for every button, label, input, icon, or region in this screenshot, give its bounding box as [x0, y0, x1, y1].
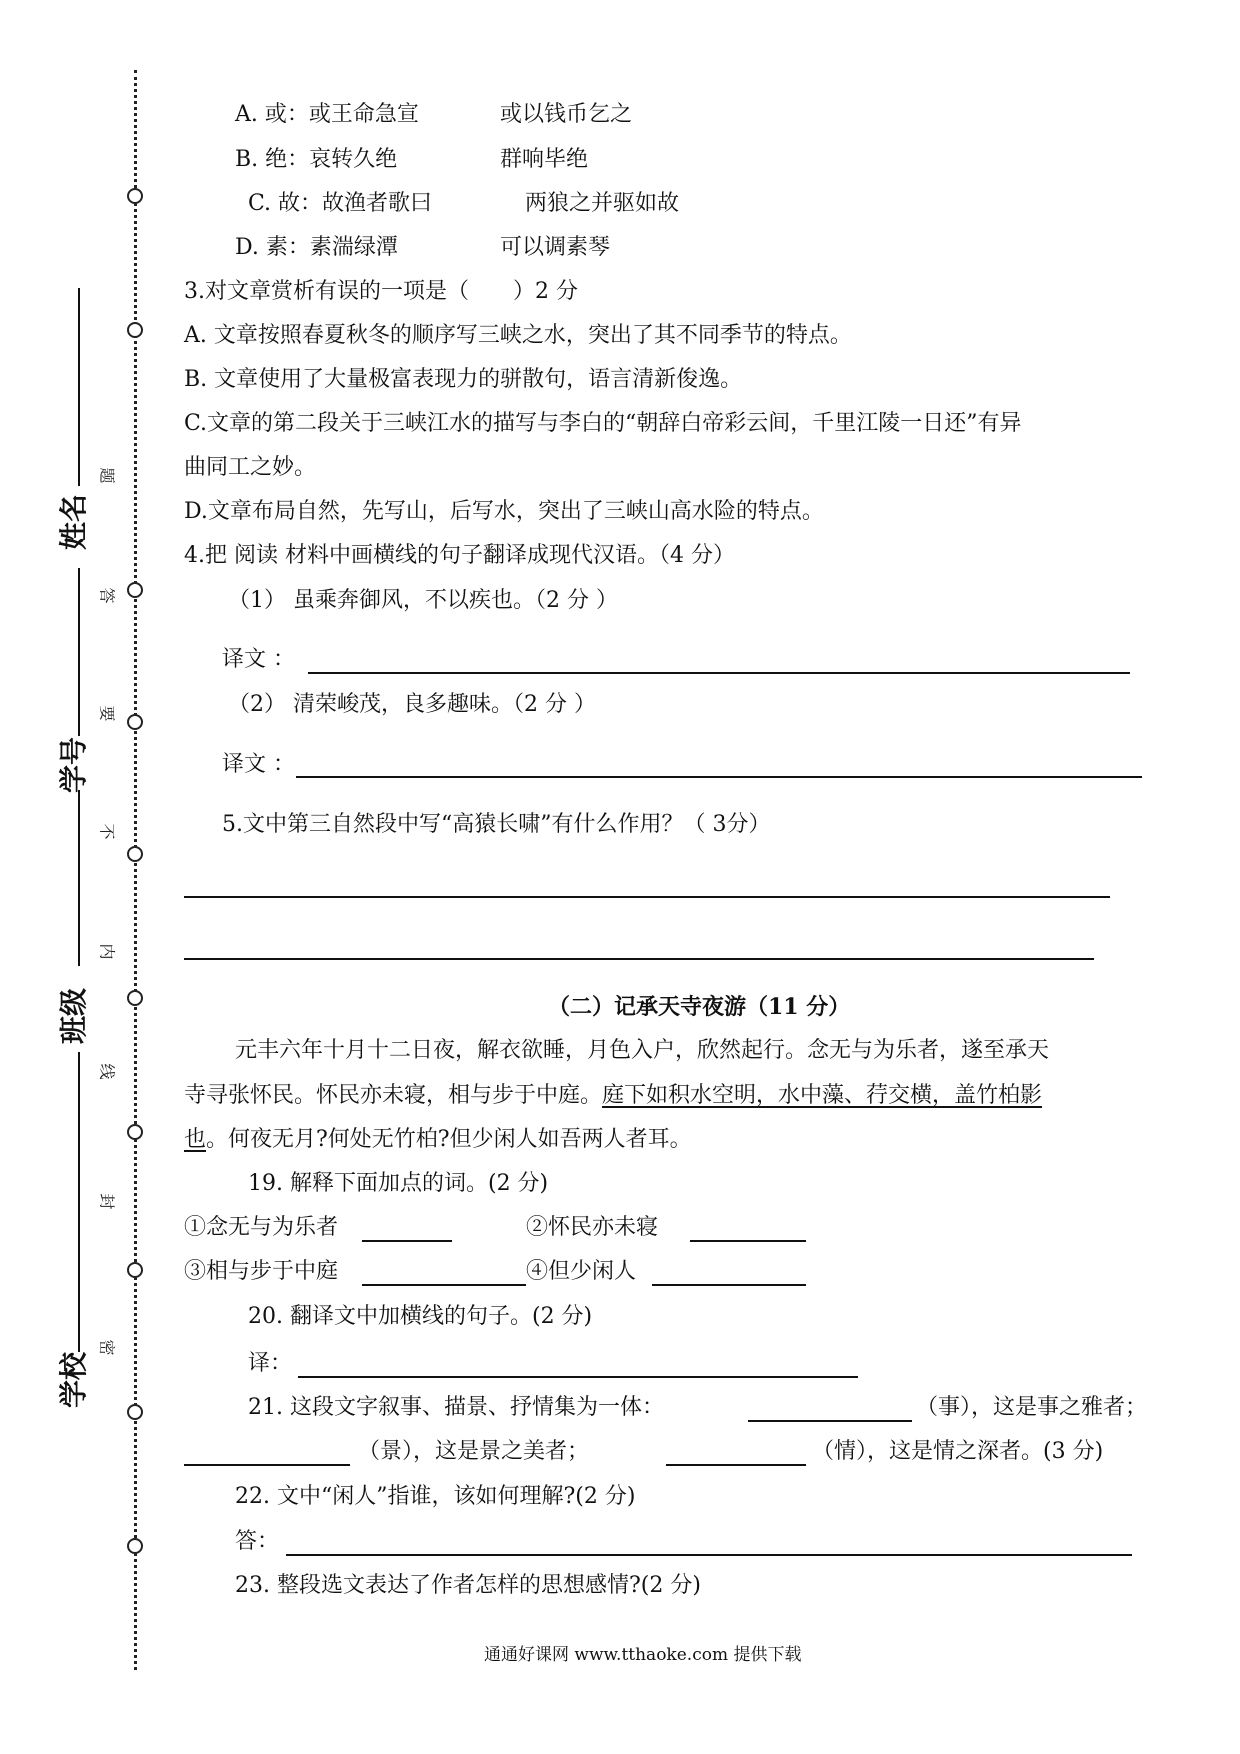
q19-item-2: ②怀民亦未寝 [526, 1215, 659, 1240]
name-label: 姓名 [57, 493, 91, 551]
q19-stem: 19. 解释下面加点的词。(2 分) [248, 1171, 549, 1196]
q3-option-a: A. 文章按照春夏秋冬的顺序写三峡之水，突出了其不同季节的特点。 [184, 323, 852, 348]
q4-sentence-2: （2） 清荣峻茂，良多趣味。（2 分 ） [228, 692, 596, 717]
hole-marker [127, 1262, 143, 1278]
q19-item-1: ①念无与为乐者 [184, 1215, 339, 1240]
number-blank-line [78, 568, 80, 736]
passage-line-3: 也。何夜无月?何处无竹柏?但少闲人如吾两人者耳。 [184, 1127, 692, 1152]
section-2-title: （二）记承天寺夜游（11 分） [548, 994, 851, 1020]
q21-blank-event[interactable] [748, 1420, 912, 1422]
hole-marker [127, 1124, 143, 1140]
seal-char: 要 [97, 705, 117, 722]
q3-stem: 3.对文章赏析有误的一项是（ ）2 分 [184, 279, 578, 304]
q3-option-c-line1: C.文章的第二段关于三峡江水的描写与李白的“朝辞白帝彩云间，千里江陵一日还”有异 [184, 411, 1022, 436]
seal-char: 内 [97, 943, 117, 960]
q21-line-1: 21. 这段文字叙事、描景、抒情集为一体： [248, 1395, 664, 1420]
q22-answer-line[interactable] [286, 1554, 1132, 1556]
q4-translation-1-label: 译文 ： [222, 647, 295, 672]
passage-line-2: 寺寻张怀民。怀民亦未寝，相与步于中庭。庭下如积水空明，水中藻、荇交横，盖竹柏影 [184, 1083, 1043, 1108]
footer-credit: 通通好课网 www.tthaoke.com 提供下载 [484, 1645, 802, 1665]
seal-char: 不 [97, 823, 117, 840]
q4-sentence-1: （1） 虽乘奔御风，不以疾也。（2 分 ） [228, 588, 618, 613]
q5-stem: 5.文中第三自然段中写“高猿长啸”有什么作用？（ 3分） [222, 812, 771, 837]
q20-translation-label: 译： [248, 1351, 293, 1376]
number-label: 学号 [57, 736, 91, 794]
q22-answer-label: 答： [235, 1529, 280, 1554]
q4-translation-2-answer-line[interactable] [296, 776, 1142, 778]
q23-stem: 23. 整段选文表达了作者怎样的思想感情?(2 分) [235, 1573, 701, 1598]
q21-feeling-text: （情），这是情之深者。(3 分) [812, 1439, 1104, 1464]
q2-option-d-right: 可以调素琴 [500, 235, 611, 260]
q21-blank-scene[interactable] [184, 1464, 350, 1466]
seal-char: 线 [97, 1063, 117, 1080]
q2-option-c: C. 故：故渔者歌曰 [248, 191, 433, 216]
school-blank-line [78, 1052, 80, 1352]
q2-option-d: D. 素：素湍绿潭 [235, 235, 398, 260]
q4-stem: 4.把 阅读 材料中画横线的句子翻译成现代汉语。（4 分） [184, 543, 735, 568]
underlined-sentence-part-1: 庭下如积水空明，水中藻、荇交横，盖竹柏影 [602, 1083, 1043, 1108]
q19-item-4: ④但少闲人 [526, 1259, 637, 1284]
underlined-sentence-part-2: 也 [184, 1127, 207, 1152]
q2-option-a: A. 或：或王命急宣 [235, 102, 419, 127]
q21-scene-text: （景），这是景之美者； [358, 1439, 590, 1464]
seal-char: 密 [97, 1339, 117, 1356]
class-label: 班级 [57, 987, 91, 1045]
q2-option-a-right: 或以钱币乞之 [500, 102, 633, 127]
q19-item-1-answer-line[interactable] [362, 1240, 452, 1242]
q21-event-text: （事），这是事之雅者； [916, 1395, 1148, 1420]
seal-char: 题 [97, 467, 117, 484]
q19-item-4-answer-line[interactable] [652, 1284, 806, 1286]
q4-translation-1-answer-line[interactable] [308, 672, 1130, 674]
q19-item-2-answer-line[interactable] [690, 1240, 806, 1242]
q19-item-3-answer-line[interactable] [362, 1284, 526, 1286]
q4-translation-2-label: 译文 ： [222, 752, 295, 777]
seal-char: 封 [97, 1193, 117, 1210]
q5-answer-line-1[interactable] [184, 896, 1110, 898]
hole-marker [127, 846, 143, 862]
seal-char: 答 [97, 587, 117, 604]
passage-line-1: 元丰六年十月十二日夜，解衣欲睡，月色入户，欣然起行。念无与为乐者，遂至承天 [235, 1038, 1050, 1063]
q20-stem: 20. 翻译文中加横线的句子。(2 分) [248, 1304, 593, 1329]
q19-item-3: ③相与步于中庭 [184, 1259, 339, 1284]
hole-marker [127, 1538, 143, 1554]
hole-marker [127, 322, 143, 338]
q3-option-d: D.文章布局自然，先写山，后写水，突出了三峡山高水险的特点。 [184, 499, 824, 524]
q20-answer-line[interactable] [298, 1376, 858, 1378]
q2-option-b-right: 群响毕绝 [500, 147, 589, 172]
q3-option-b: B. 文章使用了大量极富表现力的骈散句，语言清新俊逸。 [184, 367, 743, 392]
hole-marker [127, 582, 143, 598]
q2-option-b: B. 绝：哀转久绝 [235, 147, 398, 172]
hole-marker [127, 188, 143, 204]
q2-option-c-right: 两狼之并驱如故 [525, 191, 680, 216]
class-blank-line [78, 790, 80, 966]
hole-marker [127, 990, 143, 1006]
hole-marker [127, 714, 143, 730]
q21-blank-feeling[interactable] [666, 1464, 806, 1466]
name-blank-line [78, 288, 80, 486]
q22-stem: 22. 文中“闲人”指谁，该如何理解?(2 分) [235, 1484, 636, 1509]
q3-option-c-line2: 曲同工之妙。 [184, 455, 317, 480]
hole-marker [127, 1404, 143, 1420]
school-label: 学校 [57, 1351, 91, 1409]
option-a-left: 或王命急宣 [308, 102, 419, 127]
dotted-cut-line [134, 70, 137, 1670]
q5-answer-line-2[interactable] [184, 958, 1094, 960]
